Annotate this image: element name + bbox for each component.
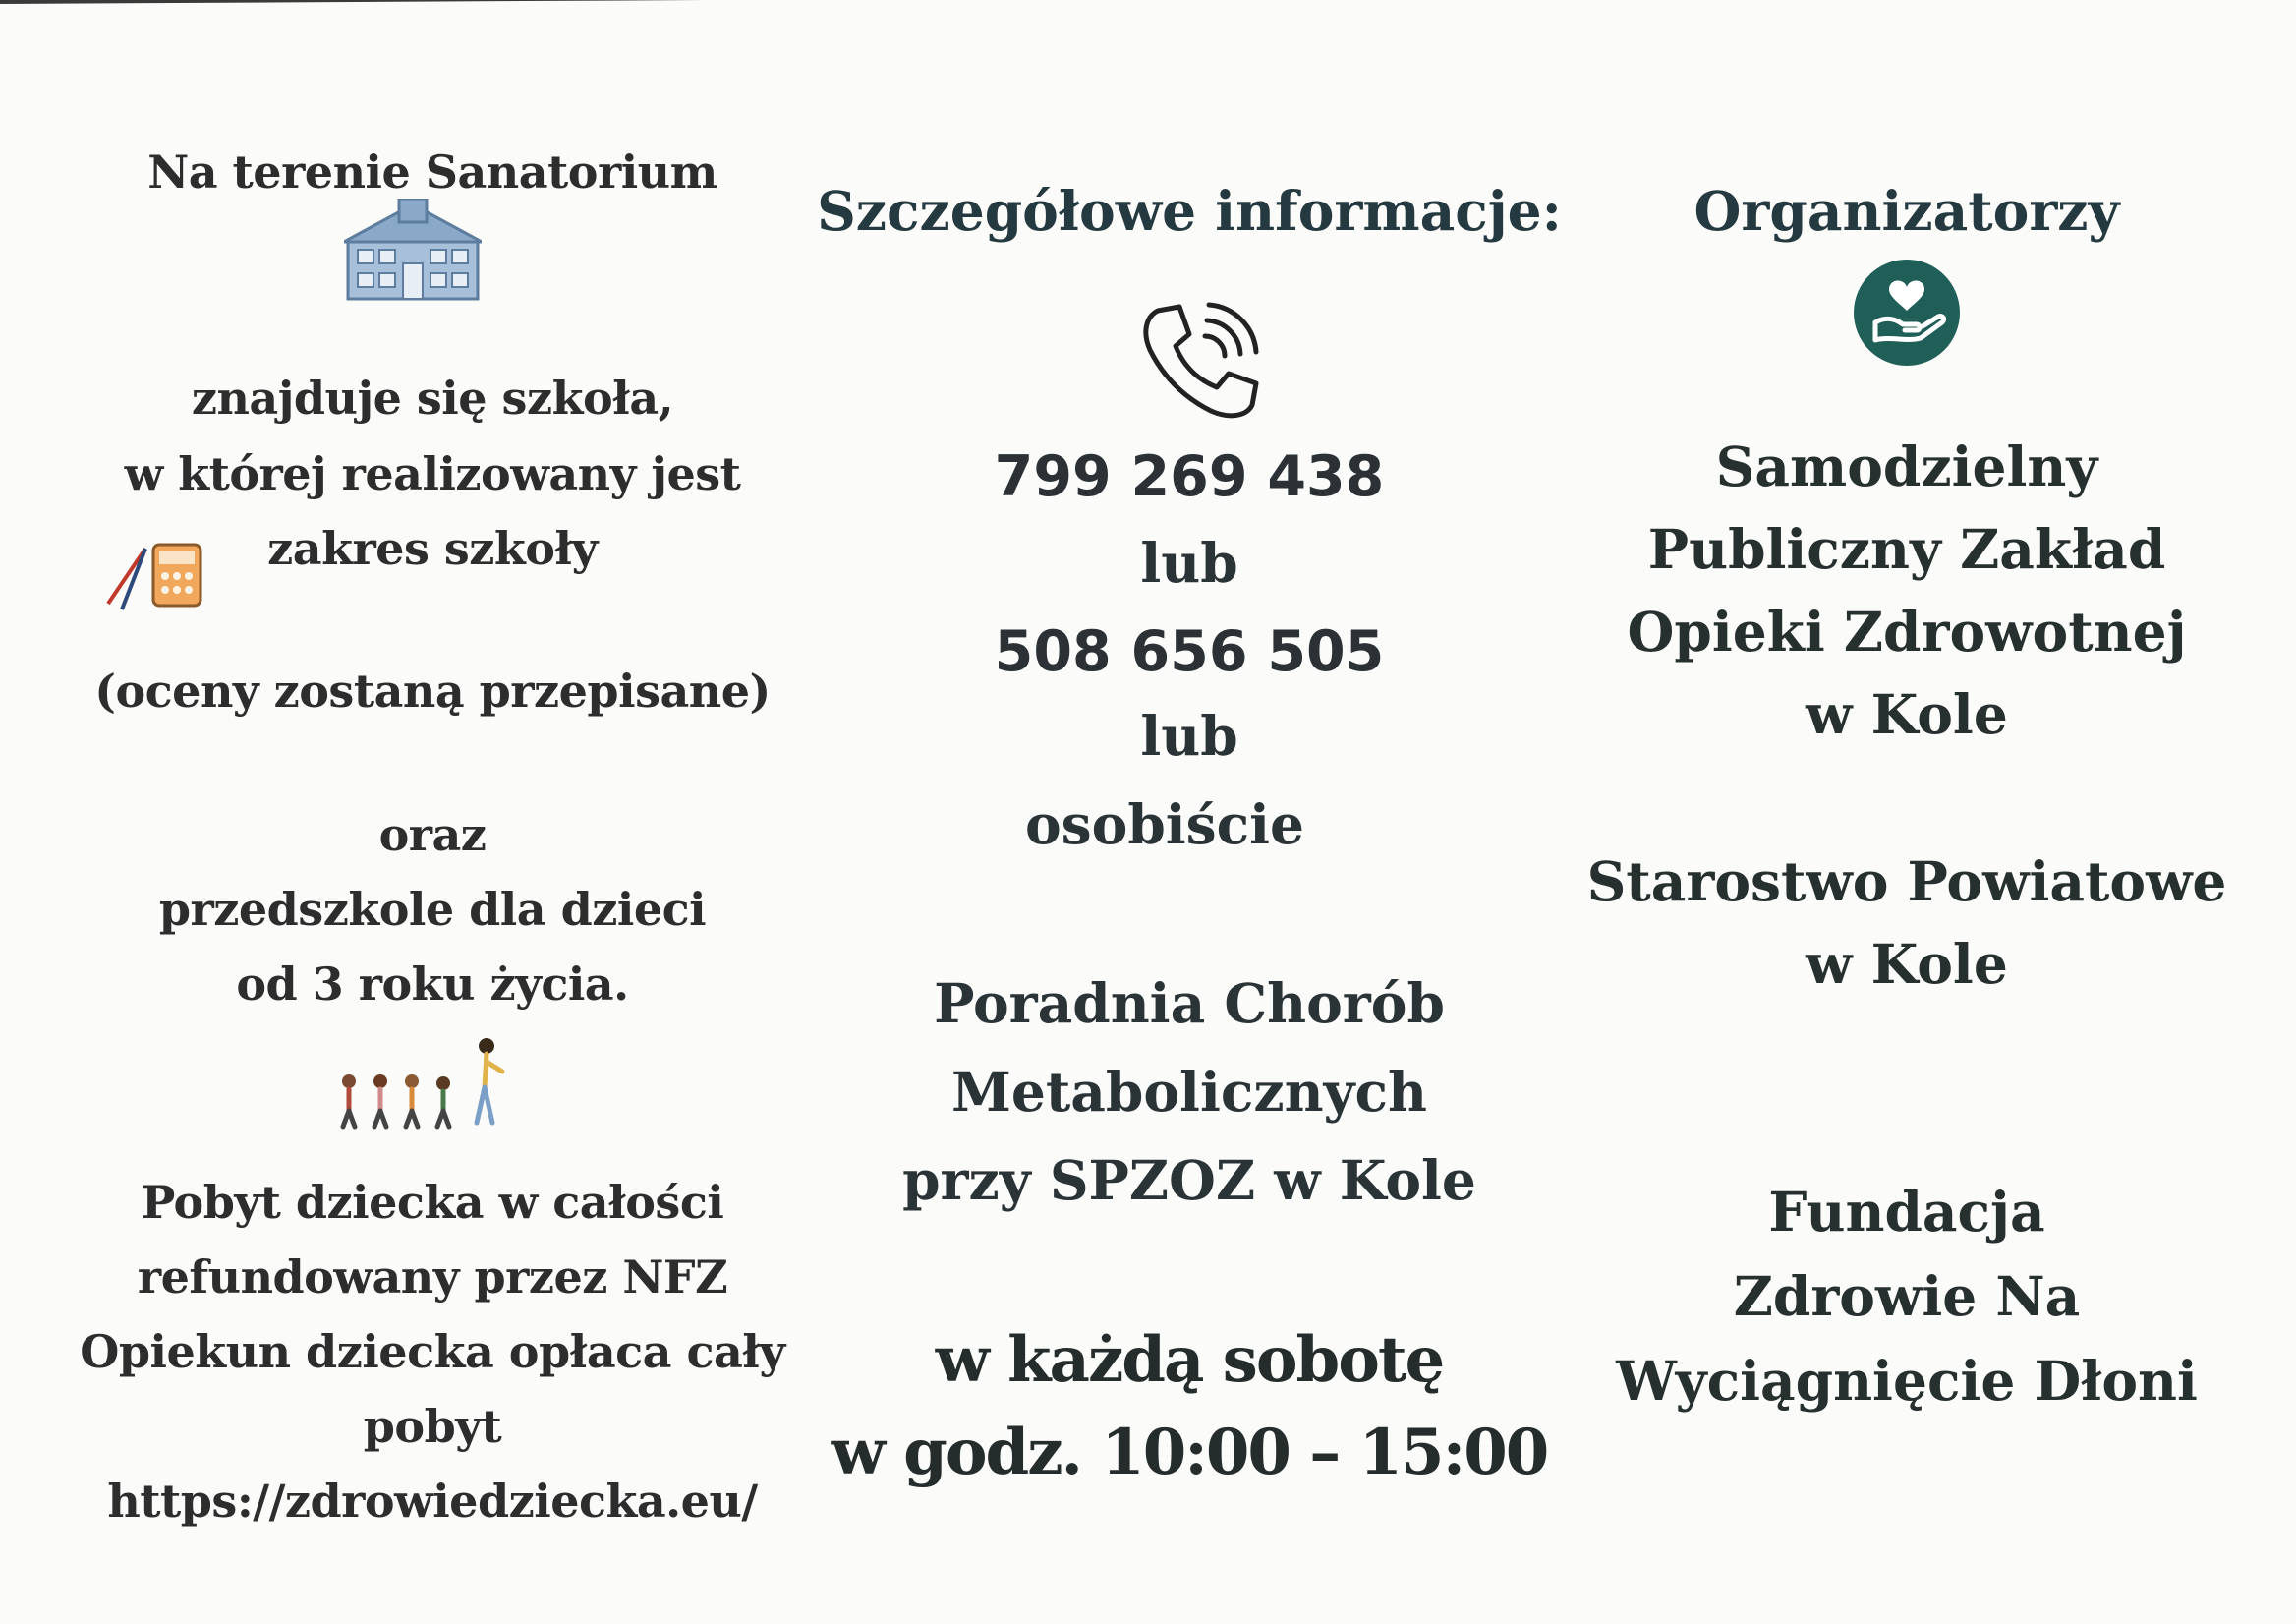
clinic-line-1: Poradnia Chorób (934, 971, 1445, 1035)
school-info-column (29, 0, 835, 1624)
phone-number-1[interactable]: 799 269 438 (994, 444, 1385, 509)
schedule-hours: w godz. 10:00 – 15:00 (831, 1416, 1548, 1489)
org2-line-2: w Kole (1806, 932, 2008, 996)
preschool-line-1: przedszkole dla dzieci (158, 883, 707, 936)
heart-hand-icon (1852, 258, 1962, 368)
grades-note: (oceny zostaną przepisane) (94, 665, 771, 718)
or-text-2: lub (1140, 704, 1238, 768)
sanatorium-intro: Na terenie Sanatorium (147, 145, 718, 199)
clinic-line-3: przy SPZOZ w Kole (902, 1148, 1476, 1212)
details-heading: Szczegółowe informacje: (817, 179, 1562, 243)
oraz-text: oraz (378, 808, 487, 861)
org3-line-2: Zdrowie Na (1733, 1264, 2081, 1328)
school-line-2: w której realizowany jest (124, 447, 741, 500)
website-link[interactable]: https://zdrowiedziecka.eu/ (107, 1475, 758, 1528)
stay-line-2: refundowany przez NFZ (137, 1250, 728, 1304)
organizers-heading: Organizatorzy (1693, 179, 2120, 243)
org1-line-1: Samodzielny (1715, 435, 2098, 498)
org3-line-1: Fundacja (1768, 1180, 2045, 1244)
phone-number-2[interactable]: 508 656 505 (994, 619, 1385, 684)
stay-line-1: Pobyt dziecka w całości (141, 1176, 724, 1229)
school-line-1: znajduje się szkoła, (191, 372, 674, 425)
in-person-text: osobiście (1024, 792, 1305, 856)
org1-line-3: Opieki Zdrowotnej (1627, 600, 2187, 664)
organizers-column (1553, 0, 2261, 1624)
schedule-day: w każdą sobotę (935, 1323, 1444, 1397)
children-group-icon (329, 1032, 516, 1131)
phone-icon (1136, 297, 1264, 425)
org1-line-4: w Kole (1806, 682, 2008, 746)
school-line-3: zakres szkoły (267, 522, 598, 575)
or-text-1: lub (1140, 531, 1238, 595)
school-building-icon (344, 199, 482, 301)
stay-line-3: Opiekun dziecka opłaca cały (80, 1325, 785, 1378)
preschool-line-2: od 3 roku życia. (236, 957, 629, 1011)
stay-line-4: pobyt (363, 1400, 502, 1453)
clinic-line-2: Metabolicznych (951, 1060, 1427, 1124)
org2-line-1: Starostwo Powiatowe (1586, 849, 2227, 913)
org1-line-2: Publiczny Zakład (1647, 517, 2166, 581)
org3-line-3: Wyciągnięcie Dłoni (1616, 1349, 2198, 1413)
contact-info-column (786, 0, 1592, 1624)
